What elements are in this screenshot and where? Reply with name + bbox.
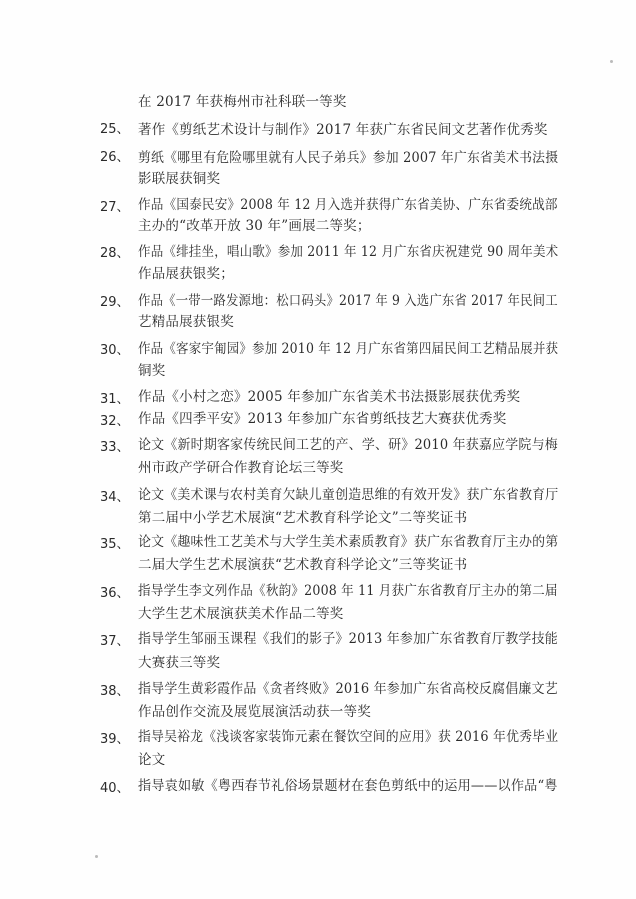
list-item-number: 25、 — [100, 122, 130, 137]
list-item-number: 34、 — [100, 490, 130, 505]
list-item-text: 二届大学生艺术展演获“艺术教育科学论文”三等奖证书 — [138, 557, 468, 573]
list-item-text: 艺精品展获银奖 — [138, 314, 234, 330]
list-item-text: 剪纸《哪里有危险哪里就有人民子弟兵》参加 2007 年广东省美术书法摄 — [138, 150, 559, 166]
list-item-number: 33、 — [100, 440, 130, 455]
list-item-text: 第二届中小学艺术展演“艺术教育科学论文”二等奖证书 — [138, 510, 468, 526]
list-item-text: 论文 — [138, 752, 166, 768]
list-item-number: 32、 — [100, 414, 130, 429]
list-item-text: 影联展获铜奖 — [138, 171, 221, 187]
list-item-text: 作品《小村之恋》2005 年参加广东省美术书法摄影展获优秀奖 — [138, 389, 521, 405]
list-item-text: 主办的“改革开放 30 年”画展二等奖； — [138, 218, 371, 234]
list-item-number: 27、 — [100, 200, 130, 215]
list-item-number: 28、 — [100, 246, 130, 261]
list-item-text: 作品展获银奖； — [138, 266, 234, 282]
list-item-text: 在 2017 年获梅州市社科联一等奖 — [138, 94, 347, 110]
list-item-number: 35、 — [100, 537, 130, 552]
list-item-text: 指导学生李文列作品《秋韵》2008 年 11 月获广东省教育厅主办的第二届 — [138, 583, 558, 599]
list-item-text: 作品《绯挂坐，唱山歌》参加 2011 年 12 月广东省庆祝建党 90 周年美术 — [138, 244, 559, 260]
list-item-number: 36、 — [100, 586, 130, 601]
list-item-number: 38、 — [100, 684, 130, 699]
list-item-text: 铜奖 — [138, 363, 166, 379]
list-item-text: 论文《趣味性工艺美术与大学生美术素质教育》获广东省教育厅主办的第 — [138, 534, 559, 550]
list-item-text: 州市政产学研合作教育论坛三等奖 — [138, 460, 344, 476]
list-item-text: 作品《国泰民安》2008 年 12 月入选并获得广东省美协、广东省委统战部 — [138, 197, 558, 213]
list-item-text: 指导学生黄彩霞作品《贪者终败》2016 年参加广东省高校反腐倡廉文艺 — [138, 681, 558, 697]
list-item-text: 大赛获三等奖 — [138, 655, 221, 671]
list-item-text: 指导吴裕龙《浅谈客家装饰元素在餐饮空间的应用》获 2016 年优秀毕业 — [138, 729, 559, 745]
list-item-number: 31、 — [100, 392, 130, 407]
list-item-number: 40、 — [100, 781, 130, 796]
list-item-number: 37、 — [100, 634, 130, 649]
list-item-text: 指导袁如敏《粤西春节礼俗场景题材在套色剪纸中的运用——以作品“粤 — [138, 778, 558, 794]
scan-speck — [610, 60, 613, 63]
list-item-text: 指导学生邹丽玉课程《我们的影子》2013 年参加广东省教育厅教学技能 — [138, 631, 558, 647]
list-item-number: 29、 — [100, 295, 130, 310]
list-item-text: 作品创作交流及展览展演活动获一等奖 — [138, 704, 371, 720]
list-item-number: 30、 — [100, 343, 130, 358]
list-item-text: 作品《一带一路发源地：松口码头》2017 年 9 入选广东省 2017 年民间工 — [138, 293, 558, 309]
list-item-text: 作品《客家宇匍园》参加 2010 年 12 月广东省第四届民间工艺精品展并获 — [138, 341, 559, 357]
list-item-text: 论文《美术课与农村美育欠缺儿童创造思维的有效开发》获广东省教育厅 — [138, 487, 559, 503]
list-item-text: 作品《四季平安》2013 年参加广东省剪纸技艺大赛获优秀奖 — [138, 411, 507, 427]
list-item-number: 26、 — [100, 150, 130, 165]
list-item-text: 大学生艺术展演获美术作品二等奖 — [138, 606, 344, 622]
list-item-text: 著作《剪纸艺术设计与制作》2017 年获广东省民间文艺著作优秀奖 — [138, 122, 548, 138]
list-item-number: 39、 — [100, 732, 130, 747]
scan-speck — [95, 855, 98, 858]
list-item-text: 论文《新时期客家传统民间工艺的产、学、研》2010 年获嘉应学院与梅 — [138, 437, 558, 453]
